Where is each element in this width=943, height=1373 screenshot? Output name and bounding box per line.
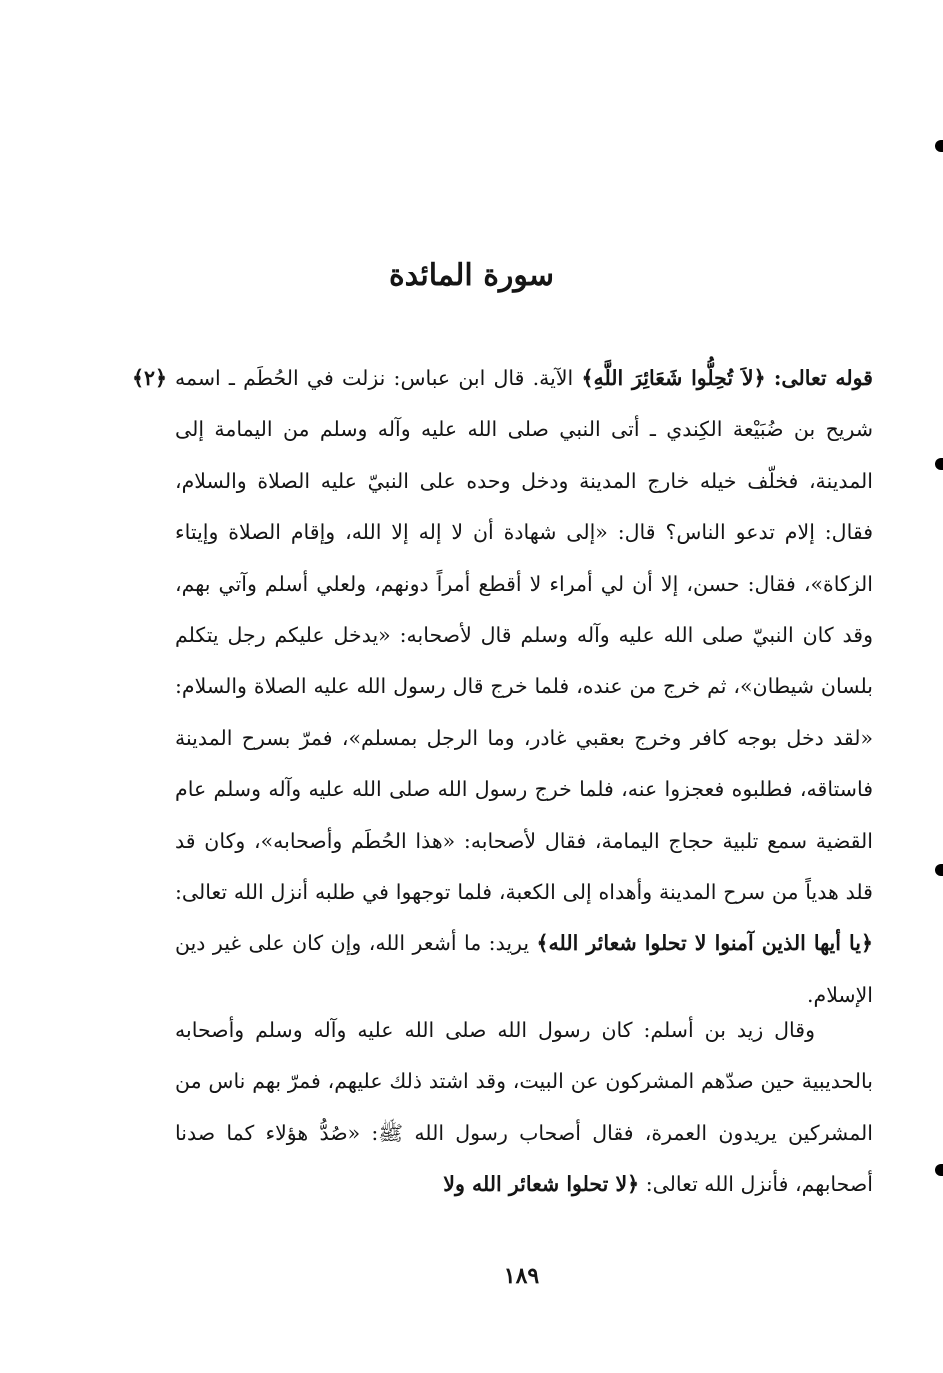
paragraph-text: الآية. قال ابن عباس: نزلت في الحُطَم ـ اسمه شريح بن ضُبَيْعة الكِندي ـ أتى النبي صلى الله عليه وآله وسلم من اليمامة إلى المدينة، فخلّف خيله خارج المدينة ودخل وحده على النبيّ عليه الصلاة والسلام، فقال: إلام تدعو الناس؟ قال: «إلى شهادة أن لا إله إلا الله، وإقام الصلاة وإيتاء الزكاة»، فقال: حسن، إلا أن لي أمراء لا أقطع أمراً دونهم، ولعلي أسلم وآتي بهم، وقد كان النبيّ صلى الله عليه وآله وسلم قال لأصحابه: «يدخل عليكم رجل يتكلم بلسان شيطان»، ثم خرج من عنده، فلما خرج قال رسول الله عليه الصلاة والسلام: «لقد دخل بوجه كافر وخرج بعقبي غادر، وما الرجل بمسلم»، فمرّ بسرح المدينة فاستاقه، فطلبوه فعجزوا عنه، فلما خرج رسول الله صلى الله عليه وآله وسلم عام القضية سمع تلبية حجاج اليمامة، فقال لأصحابه: «هذا الحُطَم وأصحابه»، وكان قد قلد هدياً من سرح المدينة وأهداه إلى الكعبة، فلما توجهوا في طلبه أنزل الله تعالى:: [175, 366, 873, 905]
page-edge-mark: [935, 864, 943, 876]
paragraph-lead: قوله تعالى:: [773, 366, 873, 390]
quran-quote: ﴿لا تحلوا شعائر الله ولا: [443, 1172, 640, 1197]
tafsir-paragraph-1: [175, 353, 873, 1021]
paragraph-text-2: يريد: ما أشعر الله، وإن كان على غير دين الإسلام.: [175, 931, 873, 1007]
page-edge-mark: [935, 458, 943, 470]
page-edge-mark: [935, 140, 943, 152]
verse-number: ﴿٢﴾: [132, 366, 168, 390]
surah-title: سورة المائدة: [388, 258, 555, 293]
quran-quote-2: ﴿يا أيها الذين آمنوا لا تحلوا شعائر الله﴾: [536, 931, 873, 956]
paragraph-text: وقال زيد بن أسلم: كان رسول الله صلى الله عليه وآله وسلم وأصحابه بالحديبية حين صدّهم المشركون عن البيت، وقد اشتد ذلك عليهم، فمرّ بهم ناس من المشركين يريدون العمرة، فقال أصحاب رسول الله ﷺ: «صُدُّ هؤلاء كما صدنا أصحابهم، فأنزل الله تعالى:: [175, 1018, 873, 1197]
page-edge-mark: [935, 1164, 943, 1176]
paragraph-body: [175, 353, 873, 1021]
tafsir-paragraph-2: [175, 1005, 873, 1211]
page-number: ١٨٩: [503, 1263, 540, 1289]
paragraph-body: [175, 1005, 873, 1211]
quran-quote: ﴿لاَ تُحِلُّوا شَعَائِرَ اللَّهِ﴾: [581, 366, 766, 390]
